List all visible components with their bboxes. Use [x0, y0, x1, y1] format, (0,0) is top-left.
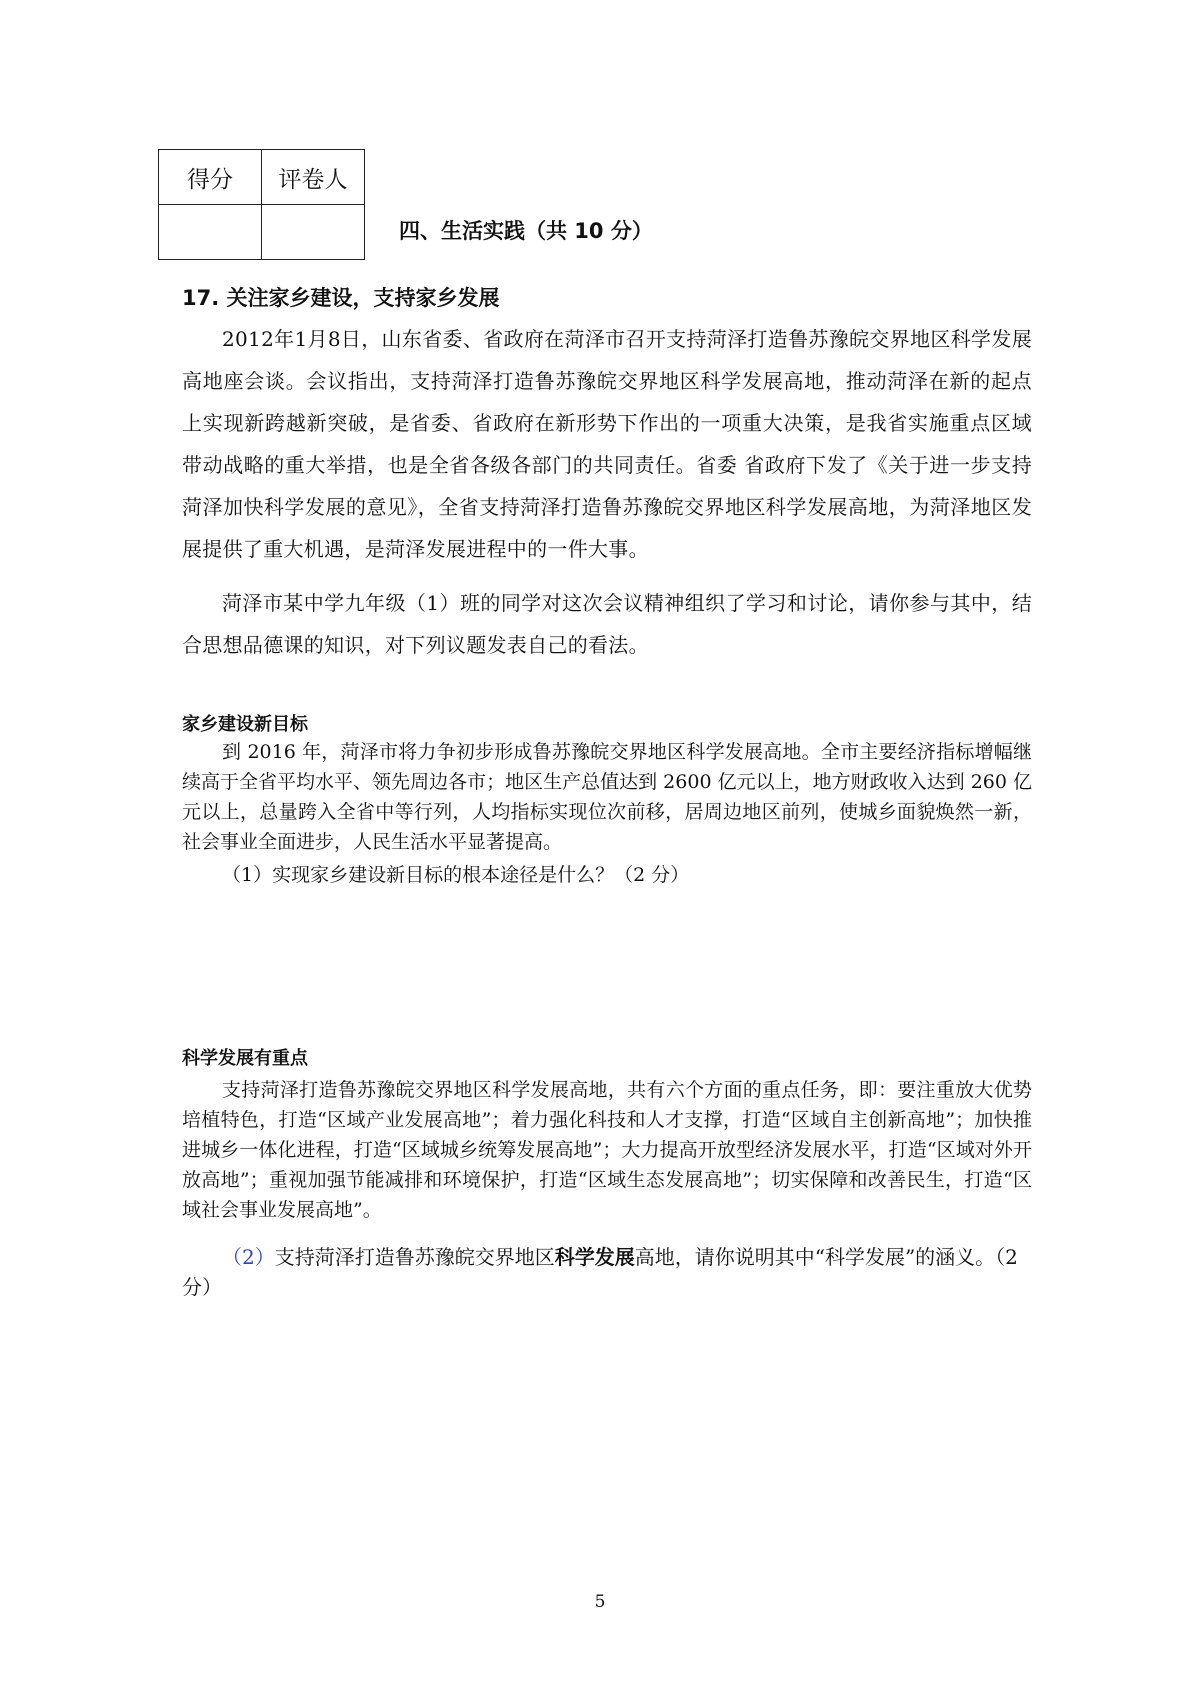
intro-paragraph-1: 2012年1月8日，山东省委、省政府在菏泽市召开支持菏泽打造鲁苏豫皖交界地区科学发展高地座会谈。会议指出，支持菏泽打造鲁苏豫皖交界地区科学发展高地，推动菏泽在新的起点上实现新跨越新突破，是省委、省政府在新形势下作出的一项重大决策，是我省实施重点区域带动战略的重大举措，也是全省各级各部门的共同责任。省委 省政府下发了《关于进一步支持菏泽加快科学发展的意见》，全省支持菏泽打造鲁苏豫皖交界地区科学发展高地，为菏泽地区发展提供了重大机遇，是菏泽发展进程中的一件大事。: [182, 327, 1032, 561]
part1-block: [182, 737, 1032, 857]
grader-header-cell: 评卷人: [262, 150, 365, 205]
part2-question-text-a: 支持菏泽打造鲁苏豫皖交界地区: [274, 1245, 555, 1269]
part1-question: （1）实现家乡建设新目标的根本途径是什么？（2 分）: [222, 864, 690, 886]
part2-question-number: （2）: [222, 1245, 275, 1269]
part2-text: 支持菏泽打造鲁苏豫皖交界地区科学发展高地，共有六个方面的重点任务，即：要注重放大优势培植特色，打造“区域产业发展高地”；着力强化科技和人才支撑，打造“区域自主创新高地”；加快推进城乡一体化进程，打造“区域城乡统筹发展高地”；大力提高开放型经济发展水平，打造“区域对外开放高地”；重视加强节能减排和环境保护，打造“区域生态发展高地”；切实保障和改善民生，打造“区域社会事业发展高地”。: [182, 1079, 1032, 1221]
part2-block: [182, 1075, 1032, 1225]
part1-text: 到 2016 年，菏泽市将力争初步形成鲁苏豫皖交界地区科学发展高地。全市主要经济指标增幅继续高于全省平均水平、领先周边各市；地区生产总值达到 2600 亿元以上，地方财政收入达到 260 亿元以上，总量跨入全省中等行列，人均指标实现位次前移，居周边地区前列，使城乡面貌焕然一新，社会事业全面进步，人民生活水平显著提高。: [182, 741, 1032, 853]
section-title: 四、生活实践（共 10 分）: [399, 219, 653, 243]
intro-paragraph-2: 菏泽市某中学九年级（1）班的同学对这次会议精神组织了学习和讨论，请你参与其中，结合思想品德课的知识，对下列议题发表自己的看法。: [182, 591, 1032, 657]
score-input-cell[interactable]: [159, 205, 262, 260]
part2-question-bold: 科学发展: [554, 1245, 635, 1269]
page-number: 5: [594, 1592, 606, 1612]
intro-block: [182, 318, 1032, 666]
score-table: [158, 149, 365, 260]
part2-heading: 科学发展有重点: [182, 1048, 308, 1069]
grader-input-cell[interactable]: [262, 205, 365, 260]
question-title: 17. 关注家乡建设，支持家乡发展: [182, 286, 500, 310]
part2-question: [182, 1242, 1042, 1302]
part2-question-text-b: 高地，请你说明其中“科学发展”的涵义。（2 分）: [182, 1245, 1018, 1299]
part1-heading: 家乡建设新目标: [182, 714, 308, 735]
score-header-cell: 得分: [159, 150, 262, 205]
